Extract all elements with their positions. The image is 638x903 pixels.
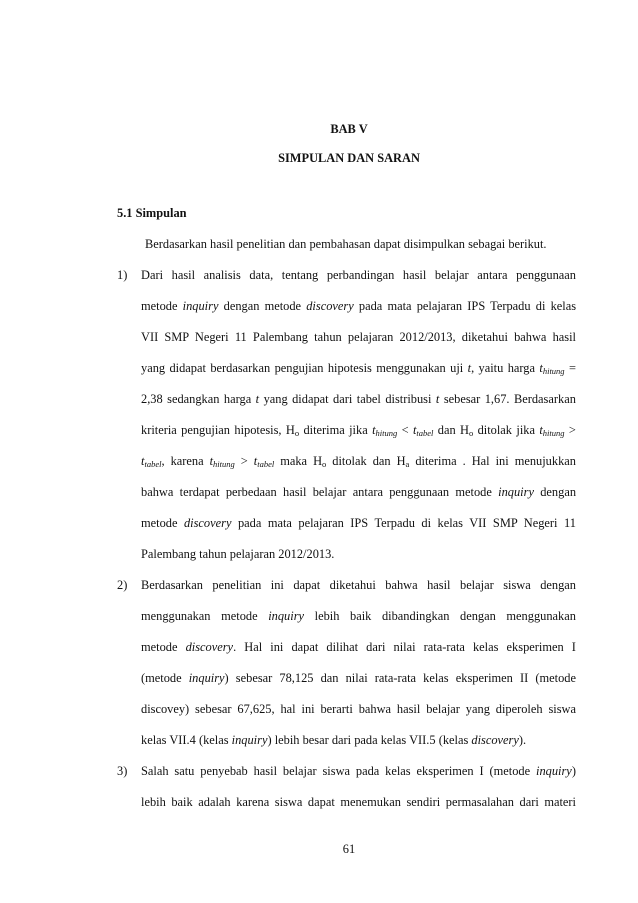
text-line: Berdasarkan penelitian ini dapat diketahui bahwa hasil belajar siswa dengan <box>141 578 576 592</box>
text-line: metode inquiry dengan metode discovery pada mata pelajaran IPS Terpadu di kelas <box>141 299 577 313</box>
section-heading: 5.1 Simpulan <box>117 206 187 220</box>
text-line: discovey) sebesar 67,625, hal ini berarti bahwa hasil belajar yang diperoleh siswa <box>141 702 576 716</box>
text-line: Palembang tahun pelajaran 2012/2013. <box>141 547 335 561</box>
text-line: Dari hasil analisis data, tentang perbandingan hasil belajar antara penggunaan <box>141 268 576 282</box>
chapter-title: SIMPULAN DAN SARAN <box>278 151 420 165</box>
text-line: metode discovery. Hal ini dapat dilihat dari nilai rata-rata kelas eksperimen I <box>141 640 576 654</box>
text-line: metode discovery pada mata pelajaran IPS Terpadu di kelas VII SMP Negeri 11 <box>141 516 576 530</box>
text-line: yang didapat berdasarkan pengujian hipotesis menggunakan uji t, yaitu harga $t_{hitung}$ = <box>141 361 576 376</box>
text-line: VII SMP Negeri 11 Palembang tahun pelajaran 2012/2013, diketahui bahwa hasil <box>141 330 576 344</box>
chapter-label: BAB V <box>330 122 368 136</box>
text-line: bahwa terdapat perbedaan hasil belajar antara penggunaan metode inquiry dengan <box>141 485 577 499</box>
intro-paragraph: Berdasarkan hasil penelitian dan pembahasan dapat disimpulkan sebagai berikut. <box>145 237 547 251</box>
text-line: kelas VII.4 (kelas inquiry) lebih besar dari pada kelas VII.5 (kelas discovery). <box>141 733 527 747</box>
item-number: 1) <box>117 268 128 282</box>
page-number: 61 <box>342 842 356 856</box>
text-line: lebih baik adalah karena siswa dapat menemukan sendiri permasalahan dari materi <box>141 795 576 809</box>
item-number: 2) <box>117 578 128 592</box>
text-line: 2,38 sedangkan harga t yang didapat dari tabel distribusi t sebesar 1,67. Berdasarkan <box>141 392 576 406</box>
text-line: Salah satu penyebab hasil belajar siswa pada kelas eksperimen I (metode inquiry) <box>141 764 576 778</box>
text-line: kriteria pengujian hipotesis, $H_o$ diterima jika $t_{hitung} < t_{tabel}$ dan $H_o$ ditolak jika $t_{hitung}$ > <box>141 423 576 438</box>
text-line: (metode inquiry) sebesar 78,125 dan nilai rata-rata kelas eksperimen II (metode <box>141 671 576 685</box>
text-line: $t_{tabel}$, karena $t_{hitung} > t_{tabel}$ maka $H_o$ ditolak dan $H_a$ diterima . Hal ini menujukkan <box>141 454 576 469</box>
text-line: menggunakan metode inquiry lebih baik dibandingkan dengan menggunakan <box>141 609 576 623</box>
item-number: 3) <box>117 764 128 778</box>
